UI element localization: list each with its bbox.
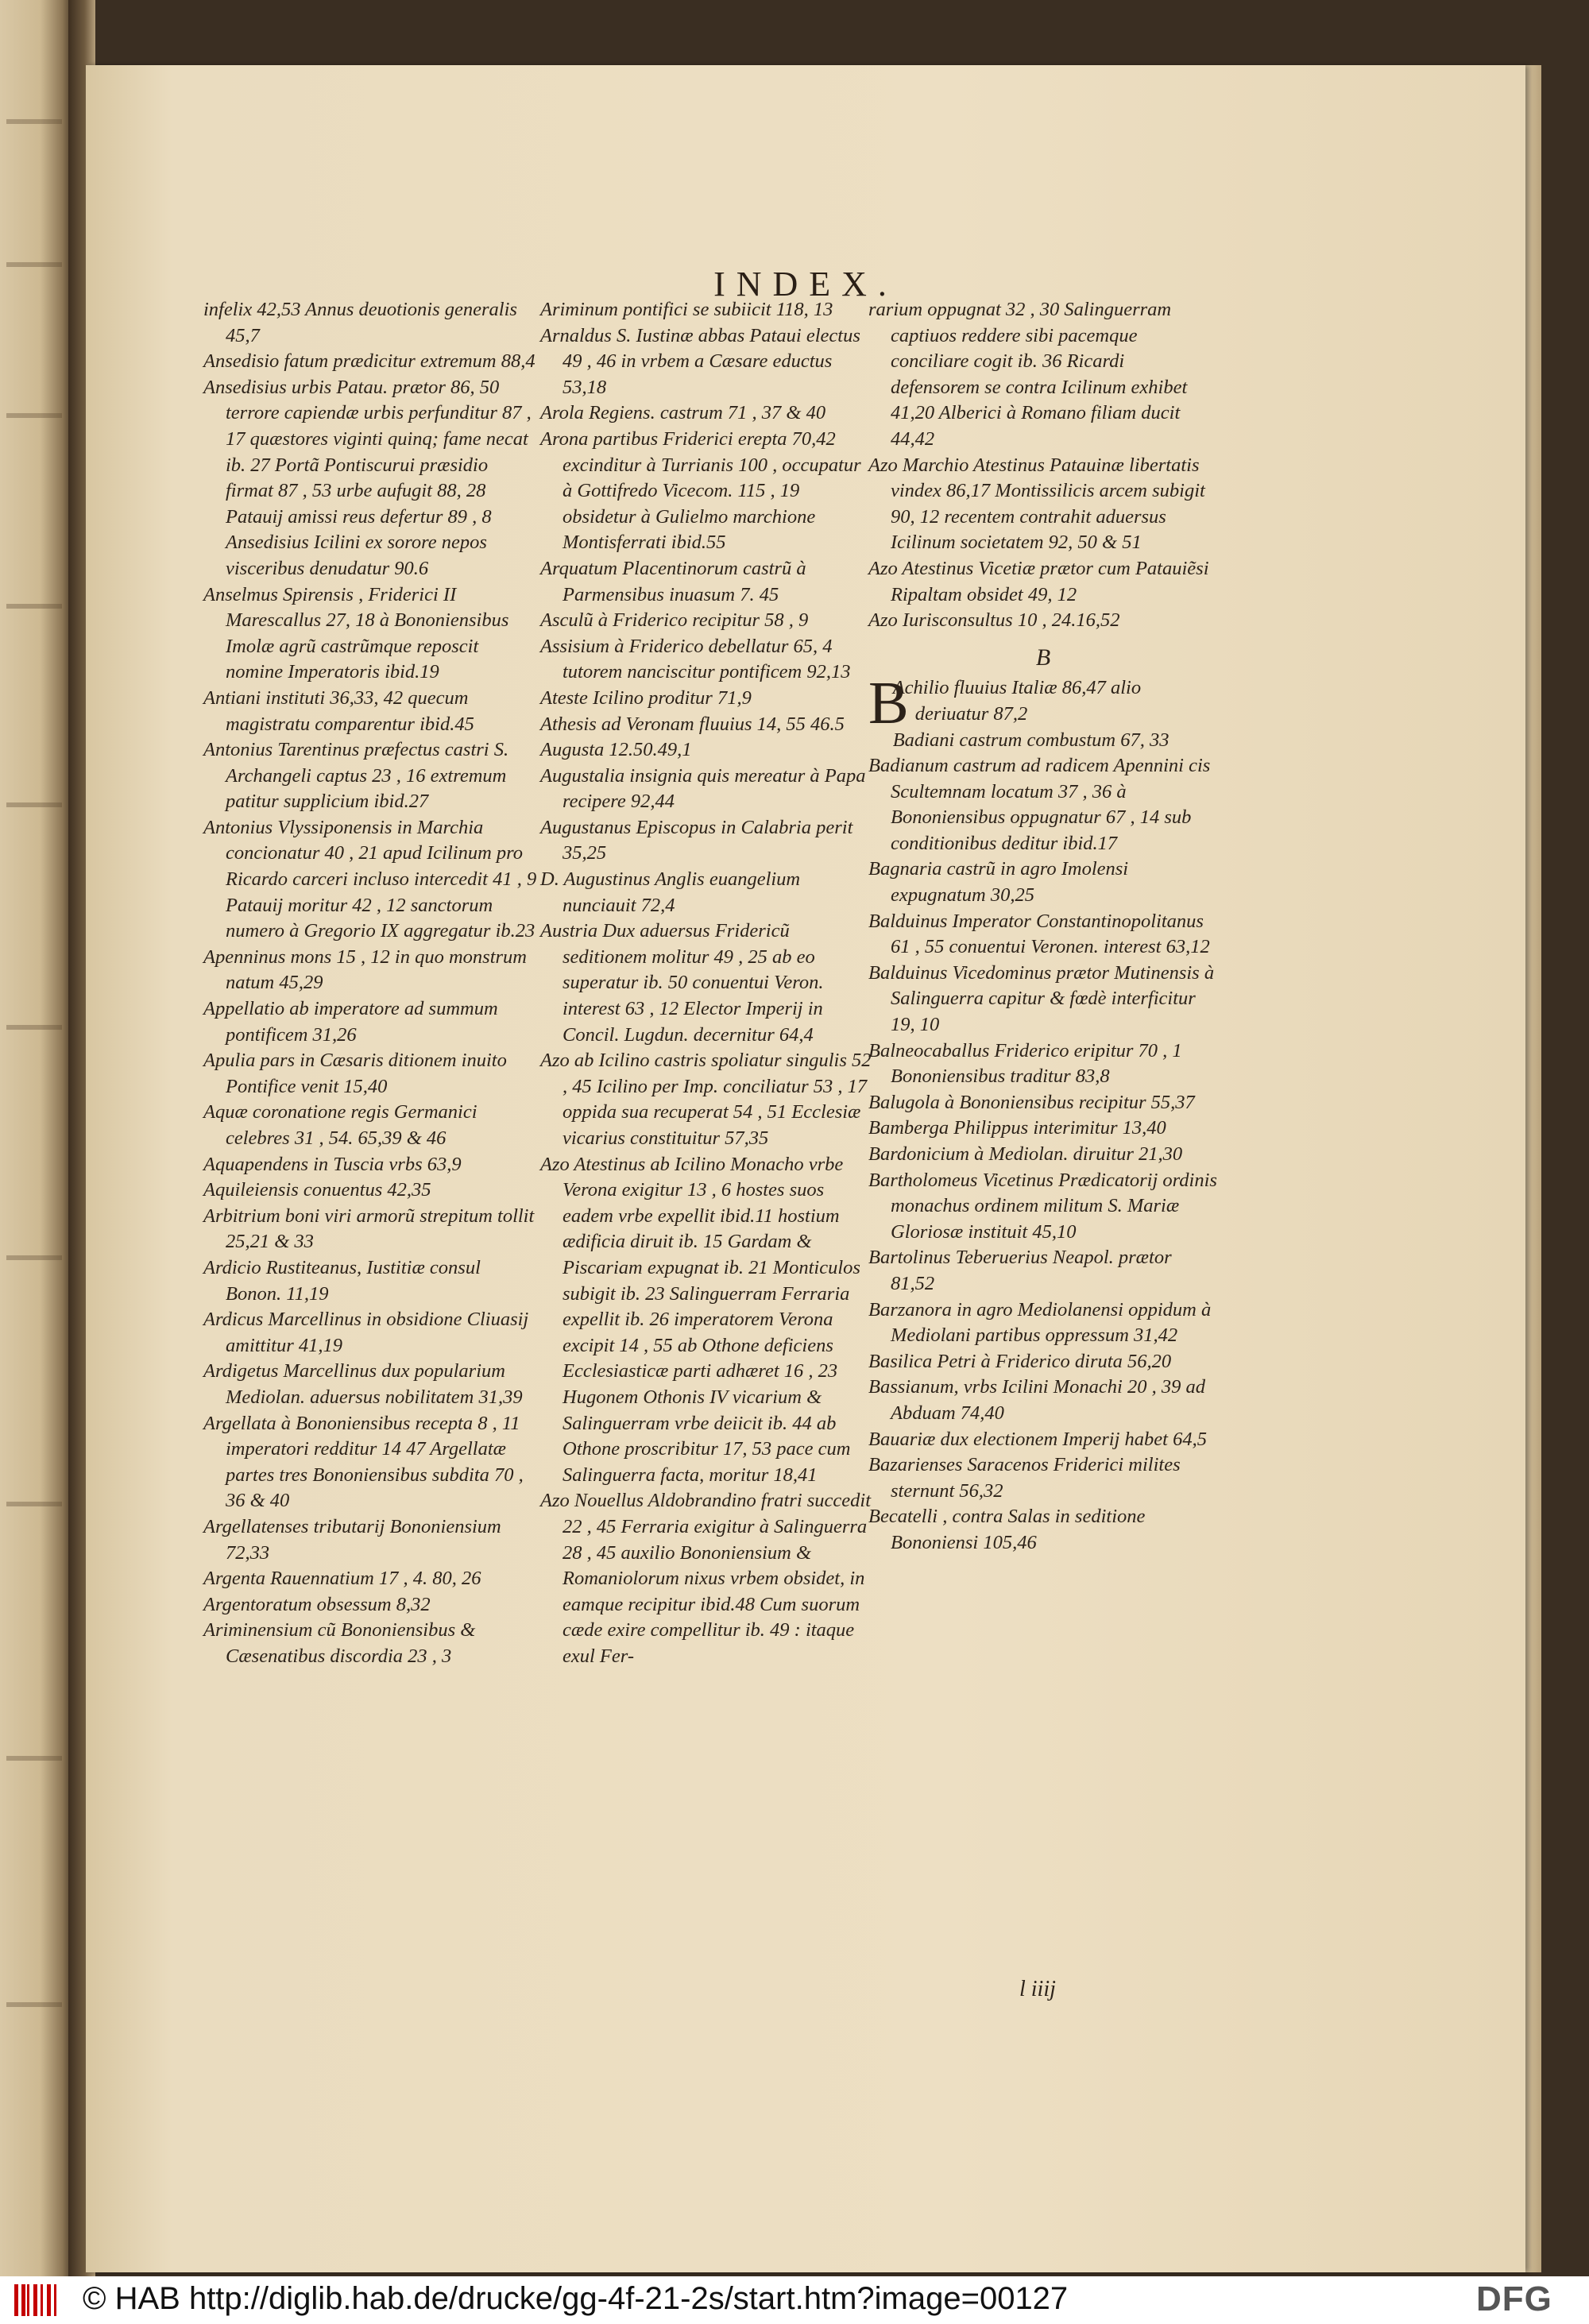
index-entry: Arbitrium boni viri armorũ strepitum tollit 25,21 & 33: [203, 1205, 535, 1253]
index-entry: Arquatum Placentinorum castrũ à Parmensibus inuasum 7. 45: [540, 557, 806, 605]
index-entry: Ardicus Marcellinus in obsidione Cliuasij amittitur 41,19: [203, 1309, 529, 1356]
index-entry: Azo ab Icilino castris spoliatur singulis 52 , 45 Icilino per Imp. conciliatur 53 , 17 oppida sua recuperat 54 , 51 Ecclesiæ vicarius constituitur 57,35: [540, 1050, 872, 1149]
index-entry: Bardonicium à Mediolan. diruitur 21,30: [868, 1143, 1183, 1165]
index-entry: Balneocaballus Friderico eripitur 70 , 1 Bononiensibus traditur 83,8: [868, 1039, 1182, 1088]
index-entry: Ardicio Rustiteanus, Iustitiæ consul Bonon. 11,19: [203, 1256, 481, 1305]
index-entry: Badiani castrum combustum 67, 33: [892, 729, 1170, 751]
copyright-url[interactable]: © HAB http://diglib.hab.de/drucke/gg-4f-21-2s/start.htm?image=00127: [83, 2281, 1069, 2316]
index-page: [86, 65, 1525, 2272]
dfg-logo: DFG: [1476, 2280, 1552, 2318]
index-entry: Balduinus Vicedominus prætor Mutinensis à Salinguerra capitur & fœdè interficitur 19, 10: [868, 961, 1215, 1036]
index-entry: Aquileiensis conuentus 42,35: [203, 1179, 431, 1201]
index-entry: Azo Atestinus Vicetiæ prætor cum Patauiẽsi Ripaltam obsidet 49, 12: [868, 557, 1209, 605]
signature-mark: l iiij: [1019, 1977, 1056, 2001]
index-entry: Barzanora in agro Mediolanensi oppidum à Mediolani partibus oppressum 31,42: [868, 1298, 1212, 1347]
previous-page-edge: [0, 0, 73, 2276]
index-entry: Aquæ coronatione regis Germanici celebres 31 , 54. 65,39 & 46: [203, 1101, 477, 1149]
index-entry: Apenninus mons 15 , 12 in quo monstrum natum 45,29: [203, 945, 527, 994]
index-entry: Achilio fluuius Italiæ 86,47 alio deriuatur 87,2: [892, 677, 1142, 725]
index-entry: Becatelli , contra Salas in seditione Bononiensi 105,46: [868, 1506, 1146, 1553]
index-entry: D. Augustinus Anglis euangelium nunciauit 72,4: [540, 868, 801, 916]
index-entry: Bauariæ dux electionem Imperij habet 64,5: [868, 1428, 1207, 1450]
index-entry: Azo Atestinus ab Icilino Monacho vrbe Verona exigitur 13 , 6 hostes suos eadem vrbe expellit ibid.11 hostium ædificia diruit ib. 15 Gardam & Piscariam expugnat ib. 21 Monticulos subigit ib. 23 Salinguerram Ferraria expellit ib. 26 imperatorem Verona excipit 14 , 55 ab Othone deficiens Ecclesiasticæ parti adhæret 16 , 23 Hugonem Othonis IV vicarium & Salinguerram vrbe deiicit ib. 44 ab Othone proscribitur 17, 53 pace cum Salinguerra facta, moritur 18,41: [540, 1153, 860, 1486]
drop-cap: B: [868, 670, 909, 737]
index-entry: Austria Dux aduersus Fridericũ seditionem molitur 49 , 25 ab eo superatur ib. 50 conuentui Veron. interest 63 , 12 Elector Imperij in Concil. Lugdun. decernitur 64,4: [540, 920, 824, 1046]
hab-barcode-logo-icon: [14, 2284, 60, 2316]
index-entry: Asculũ à Friderico recipitur 58 , 9: [540, 609, 809, 632]
index-entry: Ansedisius urbis Patau. prætor 86, 50 terrore capiendæ urbis perfunditur 87 , 17 quæstores viginti quinq; fame necat ib. 27 Portã Pontiscurui præsidio firmat 87 , 53 urbe aufugit 88, 28 Patauij amissi reus defertur 89 , 8 Ansedisius Icilini ex sorore nepos visceribus denudatur 90.6: [203, 376, 532, 579]
index-column-1: [203, 297, 537, 1669]
letter-heading: B: [1035, 644, 1051, 671]
index-entry: Balugola à Bononiensibus recipitur 55,37: [868, 1091, 1195, 1113]
index-entry: Bamberga Philippus interimitur 13,40: [868, 1117, 1166, 1139]
index-entry: Augustanus Episcopus in Calabria perit 35,25: [540, 816, 853, 864]
index-entry: Arola Regiens. castrum 71 , 37 & 40: [540, 402, 826, 424]
index-entry: Azo Nouellus Aldobrandino fratri succedit 22 , 45 Ferraria exigitur à Salinguerra 28 , 45 auxilio Bononiensium & Romaniolorum nixus vrbem obsidet, in eamque recipitur ibid.48 Cum suorum cæde exire compellitur ib. 49 : itaque exul Fer-: [540, 1490, 872, 1667]
page-header: INDEX.: [713, 265, 898, 304]
index-entry: Balduinus Imperator Constantinopolitanus 61 , 55 conuentui Veronen. interest 63,12: [868, 910, 1210, 958]
index-entry: Arnaldus S. Iustinæ abbas Pataui electus 49 , 46 in vrbem a Cæsare eductus 53,18: [540, 324, 860, 398]
index-entry: Aquapendens in Tuscia vrbs 63,9: [203, 1153, 462, 1175]
index-entry: Augusta 12.50.49,1: [540, 739, 692, 761]
index-column-2: [540, 297, 874, 1669]
index-entry: Assisium à Friderico debellatur 65, 4 tutorem nanciscitur pontificem 92,13: [540, 635, 851, 683]
index-entry: Antiani instituti 36,33, 42 quecum magistratu comparentur ibid.45: [203, 686, 474, 735]
index-entry: Badianum castrum ad radicem Apennini cis Scultemnam locatum 37 , 36 à Bononiensibus oppugnatur 67 , 14 sub conditionibus deditur ibid.17: [868, 755, 1211, 854]
index-entry: Ariminum pontifici se subiicit 118, 13: [540, 299, 833, 320]
index-entry: Argellata à Bononiensibus recepta 8 , 11 imperatori redditur 14 47 Argellatæ partes tres Bononiensibus subdita 70 , 36 & 40: [203, 1412, 524, 1512]
index-entry: Bazarienses Saracenos Friderici milites sternunt 56,32: [868, 1454, 1181, 1502]
index-entry: Apulia pars in Cæsaris ditionem inuito Pontifice venit 15,40: [203, 1050, 507, 1097]
index-column-3: [868, 297, 1218, 1556]
index-entry: Ateste Icilino proditur 71,9: [540, 686, 752, 709]
index-entry: Ansedisio fatum prædicitur extremum 88,4: [203, 350, 535, 373]
index-entry: Athesis ad Veronam fluuius 14, 55 46.5: [540, 713, 845, 735]
index-entry: Azo Iurisconsultus 10 , 24.16,52: [868, 609, 1120, 632]
index-entry: Argellatenses tributarij Bononiensium 72,33: [203, 1515, 501, 1564]
index-entry: Argenta Rauennatium 17 , 4. 80, 26: [203, 1568, 481, 1590]
index-entry: Ariminensium cũ Bononiensibus & Cæsenatibus discordia 23 , 3: [203, 1619, 476, 1667]
index-entry: Argentoratum obsessum 8,32: [203, 1593, 431, 1615]
index-entry: Ardigetus Marcellinus dux popularium Mediolan. aduersus nobilitatem 31,39: [203, 1360, 523, 1408]
index-entry: Arona partibus Friderici erepta 70,42 excinditur à Turrianis 100 , occupatur à Gottifredo Vicecom. 115 , 19 obsidetur à Gulielmo marchione Montisferrati ibid.55: [540, 427, 861, 554]
footer-bar: [0, 2276, 1589, 2324]
index-entry: Anselmus Spirensis , Friderici II Marescallus 27, 18 à Bononiensibus Imolæ agrũ castrũmque reposcit nomine Imperatoris ibid.19: [203, 583, 509, 683]
index-entry: rarium oppugnat 32 , 30 Salinguerram captiuos reddere sibi pacemque conciliare cogit ib. 36 Ricardi defensorem se contra Icilinum exhibet 41,20 Alberici à Romano filiam ducit 44,42: [868, 299, 1188, 450]
index-entry: Basilica Petri à Friderico diruta 56,20: [868, 1350, 1172, 1372]
index-entry: Bassianum, vrbs Icilini Monachi 20 , 39 ad Abduam 74,40: [868, 1376, 1205, 1424]
index-entry: Augustalia insignia quis mereatur à Papa recipere 92,44: [540, 764, 866, 813]
index-entry: Antonius Tarentinus præfectus castri S. Archangeli captus 23 , 16 extremum patitur supplicium ibid.27: [203, 739, 509, 813]
index-entry: Antonius Vlyssiponensis in Marchia concionatur 40 , 21 apud Icilinum pro Ricardo carceri incluso intercedit 41 , 9 Patauij moritur 42 , 12 sanctorum numero à Gregorio IX aggregatur ib.23: [203, 816, 537, 942]
index-entry: Appellatio ab imperatore ad summum pontificem 31,26: [203, 998, 498, 1046]
index-entry: Azo Marchio Atestinus Patauinæ libertatis vindex 86,17 Montissilicis arcem subigit 90, 12 recentem contrahit aduersus Icilinum societatem 92, 50 & 51: [868, 454, 1205, 554]
index-entry: Bartholomeus Vicetinus Prædicatorij ordinis monachus ordinem militum S. Mariæ Gloriosæ instituit 45,10: [868, 1169, 1217, 1243]
index-entry: Bartolinus Teberuerius Neapol. prætor 81,52: [868, 1247, 1172, 1294]
index-entry: infelix 42,53 Annus deuotionis generalis 45,7: [203, 299, 517, 346]
index-entry: Bagnaria castrũ in agro Imolensi expugnatum 30,25: [868, 858, 1129, 907]
